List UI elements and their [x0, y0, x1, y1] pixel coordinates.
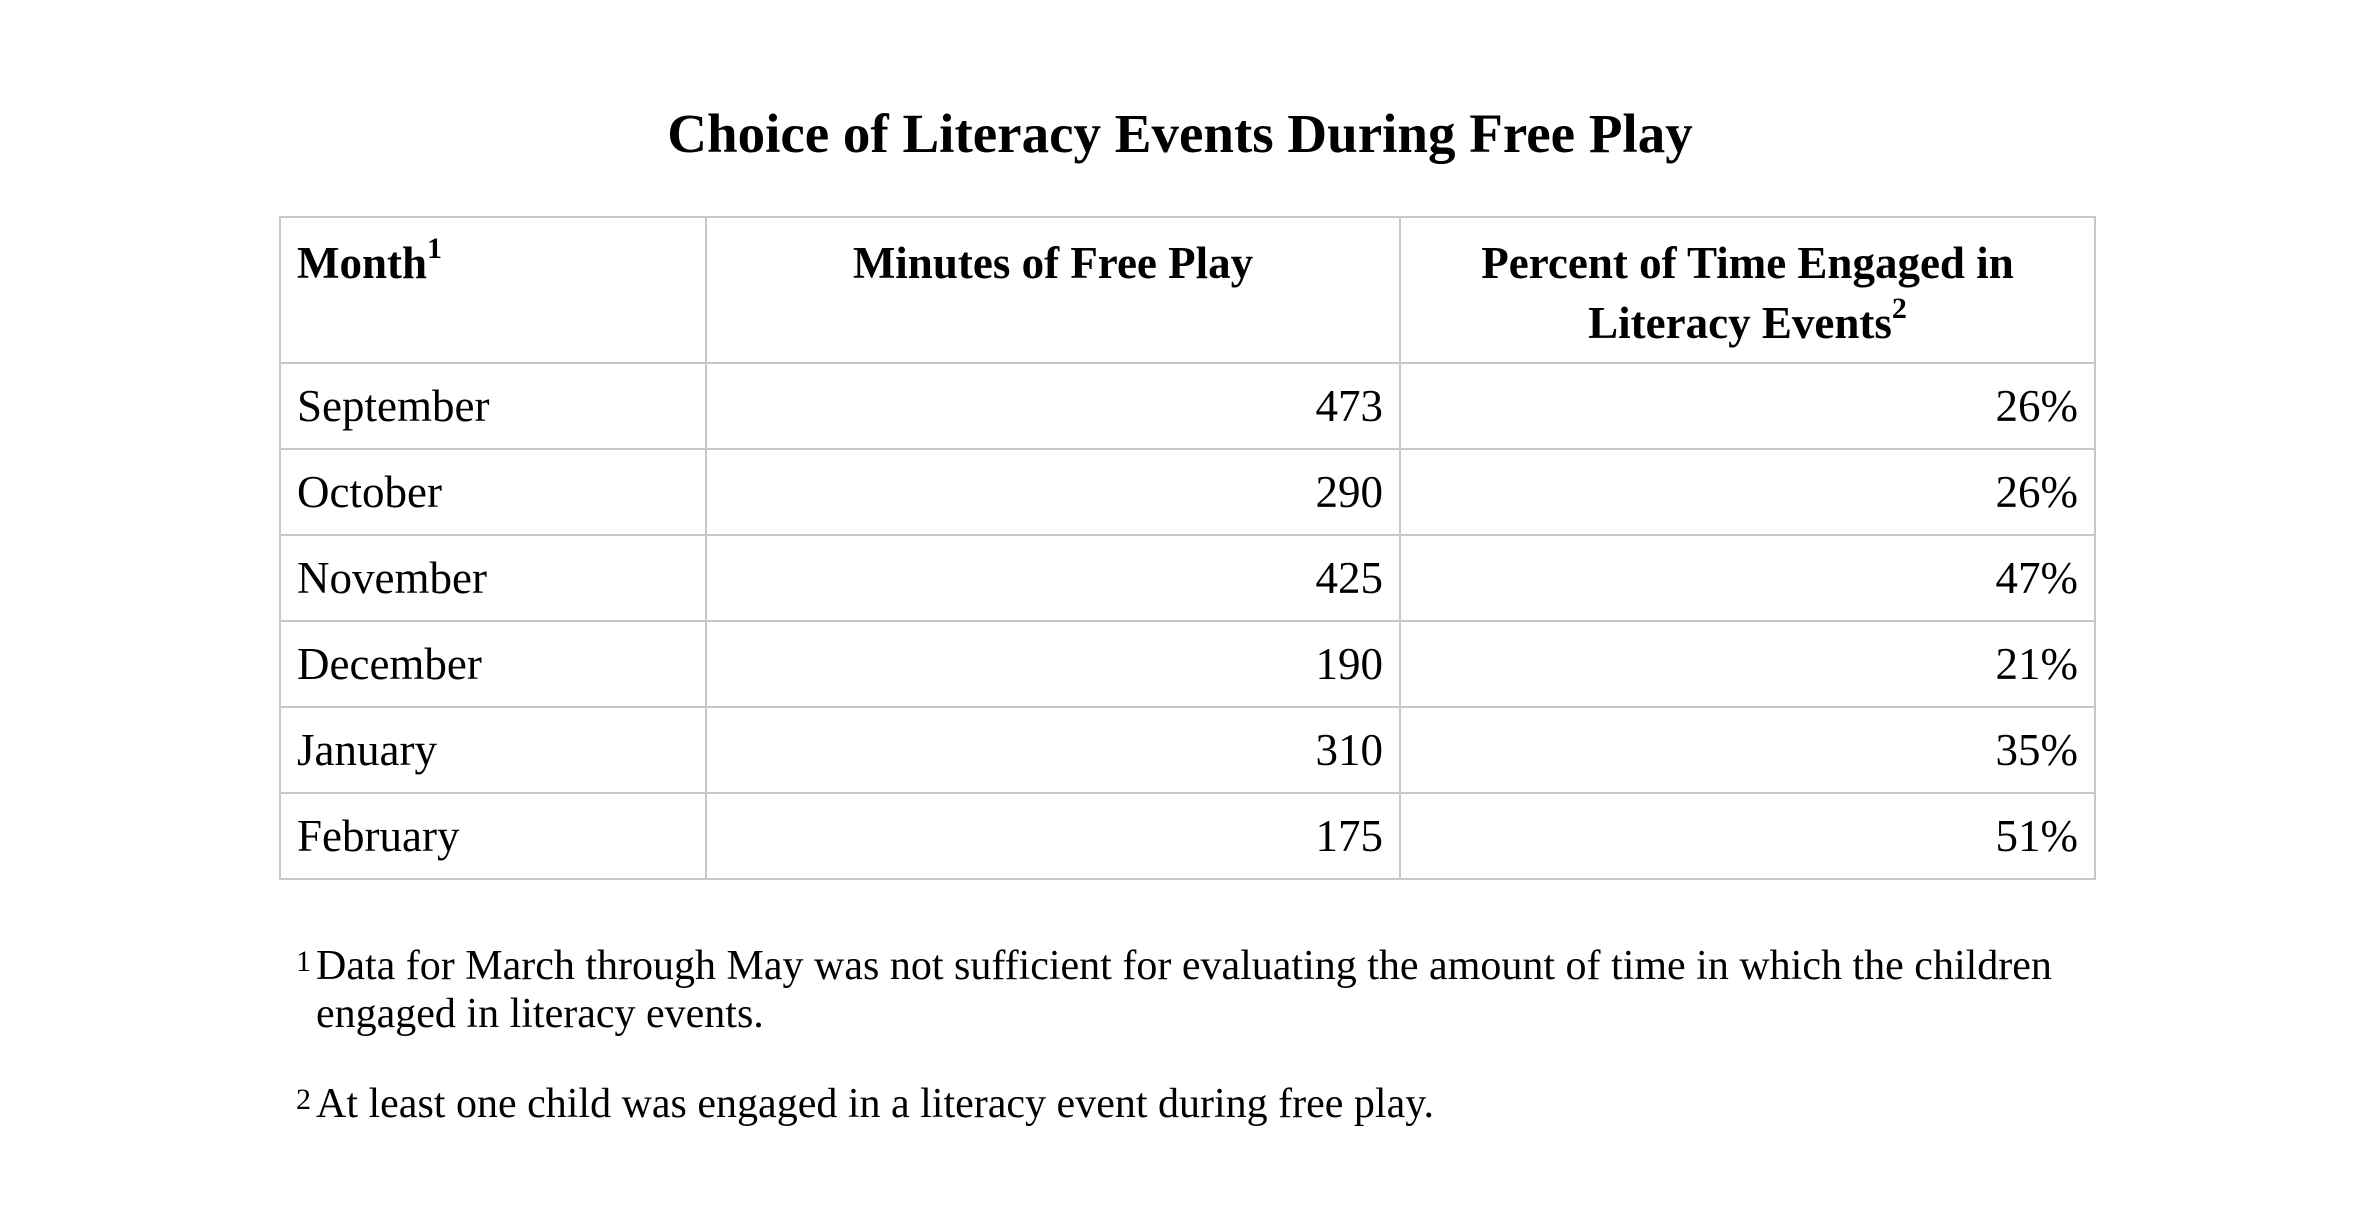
cell-month: November: [280, 535, 706, 621]
footnote-1-text: Data for March through May was not sufficient for evaluating the amount of time in which the children engaged in literacy events.: [316, 943, 2052, 1037]
column-header-month-label: Month: [297, 238, 428, 288]
table-row: [280, 363, 2095, 449]
cell-minutes: 425: [706, 535, 1400, 621]
cell-month: February: [280, 793, 706, 879]
footnote-marker-2: 2: [1891, 292, 1907, 325]
footnote-2-text: At least one child was engaged in a literacy event during free play.: [316, 1081, 1435, 1127]
document-title: Choice of Literacy Events During Free Play: [667, 103, 1693, 164]
cell-minutes: 473: [706, 363, 1400, 449]
table-row: [280, 621, 2095, 707]
cell-percent: 47%: [1400, 535, 2095, 621]
cell-percent: 26%: [1400, 363, 2095, 449]
cell-percent: 35%: [1400, 707, 2095, 793]
cell-percent: 51%: [1400, 793, 2095, 879]
table-row: [280, 535, 2095, 621]
cell-minutes: 190: [706, 621, 1400, 707]
cell-minutes: 175: [706, 793, 1400, 879]
cell-minutes: 310: [706, 707, 1400, 793]
footnote-2-marker: 2: [296, 1083, 311, 1116]
footnote-1: [296, 942, 2096, 1038]
column-header-month: [280, 217, 706, 363]
footnote-2: [296, 1080, 2096, 1128]
cell-minutes: 290: [706, 449, 1400, 535]
footnote-1-marker: 1: [296, 945, 311, 978]
table-row: [280, 707, 2095, 793]
column-header-percent: [1400, 217, 2095, 363]
cell-month: December: [280, 621, 706, 707]
cell-month: October: [280, 449, 706, 535]
column-header-percent-label: Percent of Time Engaged in Literacy Events: [1481, 238, 2014, 348]
table-header-row: [280, 217, 2095, 363]
cell-month: January: [280, 707, 706, 793]
footnotes: [296, 942, 2096, 1128]
column-header-minutes: Minutes of Free Play: [706, 217, 1400, 363]
cell-month: September: [280, 363, 706, 449]
cell-percent: 26%: [1400, 449, 2095, 535]
table-row: [280, 793, 2095, 879]
table-row: [280, 449, 2095, 535]
cell-percent: 21%: [1400, 621, 2095, 707]
footnote-marker-1: 1: [427, 232, 443, 265]
literacy-events-table: [279, 216, 2096, 880]
